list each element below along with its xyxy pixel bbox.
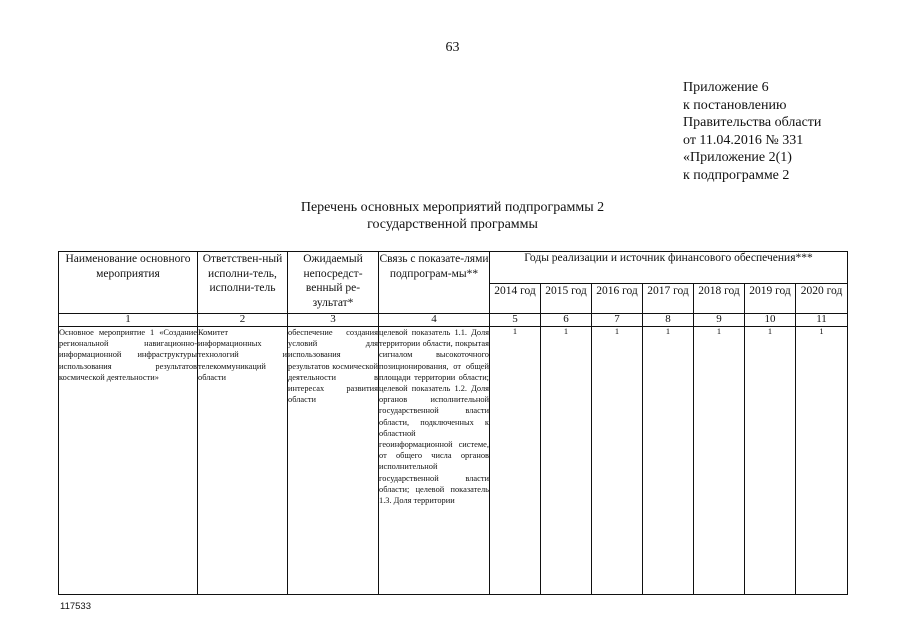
appendix-line: Правительства области	[683, 115, 822, 131]
column-number: 3	[288, 314, 379, 327]
column-number: 2	[198, 314, 288, 327]
header-years: Годы реализации и источник финансового обеспечения***	[490, 252, 848, 284]
title-line-2: государственной программы	[367, 217, 538, 232]
year-header: 2019 год	[745, 284, 796, 314]
year-header: 2020 год	[796, 284, 848, 314]
row-result-cell: обеспечение создания условий для использования результатов космической деятельности в интересах развития области	[288, 327, 379, 595]
column-number: 1	[59, 314, 198, 327]
year-value-cell: 1	[541, 327, 592, 595]
year-value-cell: 1	[745, 327, 796, 595]
column-number: 10	[745, 314, 796, 327]
header-result: Ожидаемый непосредст-венный ре-зультат*	[288, 252, 379, 314]
document-title	[0, 199, 905, 233]
document-id: 117533	[60, 601, 91, 612]
row-link-cell: целевой показатель 1.1. Доля территории области, покрытая сигналом высокоточного позиционирования, от общей площади территории области; целевой показатель 1.2. Доля органов исполнительной государственной власти области, подключенных к областной геоинформационной системе, от общего числа органов исполнительной государственной власти области; целевой показатель 1.3. Доля территории	[379, 327, 490, 595]
year-value-cell: 1	[796, 327, 848, 595]
year-header: 2016 год	[592, 284, 643, 314]
column-number: 11	[796, 314, 848, 327]
column-number: 9	[694, 314, 745, 327]
year-value-cell: 1	[694, 327, 745, 595]
row-executor-cell: Комитет информационных технологий и телекоммуникаций области	[198, 327, 288, 595]
appendix-line: от 11.04.2016 № 331	[683, 132, 804, 148]
year-header: 2014 год	[490, 284, 541, 314]
year-value-cell: 1	[592, 327, 643, 595]
column-number: 5	[490, 314, 541, 327]
column-number: 8	[643, 314, 694, 327]
appendix-line: Приложение 6	[683, 80, 769, 95]
year-header: 2015 год	[541, 284, 592, 314]
header-name: Наименование основного мероприятия	[59, 252, 198, 314]
row-name-cell: Основное мероприятие 1 «Создание региональной навигационно-информационной инфраструктуры использования результатов космической деятельности»	[59, 327, 198, 595]
header-executor: Ответствен-ный исполни-тель, исполни-тель	[198, 252, 288, 314]
title-line-1: Перечень основных мероприятий подпрограммы 2	[300, 200, 605, 215]
activities-table	[58, 251, 848, 595]
year-header: 2017 год	[643, 284, 694, 314]
page-number: 63	[445, 40, 460, 55]
appendix-line: к подпрограмме 2	[683, 167, 790, 183]
appendix-block	[683, 79, 821, 185]
year-value-cell: 1	[643, 327, 694, 595]
year-value-cell: 1	[490, 327, 541, 595]
appendix-line: к постановлению	[683, 97, 787, 113]
appendix-line: «Приложение 2(1)	[683, 150, 792, 166]
column-number: 4	[379, 314, 490, 327]
year-header: 2018 год	[694, 284, 745, 314]
column-number: 6	[541, 314, 592, 327]
header-link: Связь с показате-лями подпрограм-мы**	[379, 252, 490, 314]
column-number: 7	[592, 314, 643, 327]
